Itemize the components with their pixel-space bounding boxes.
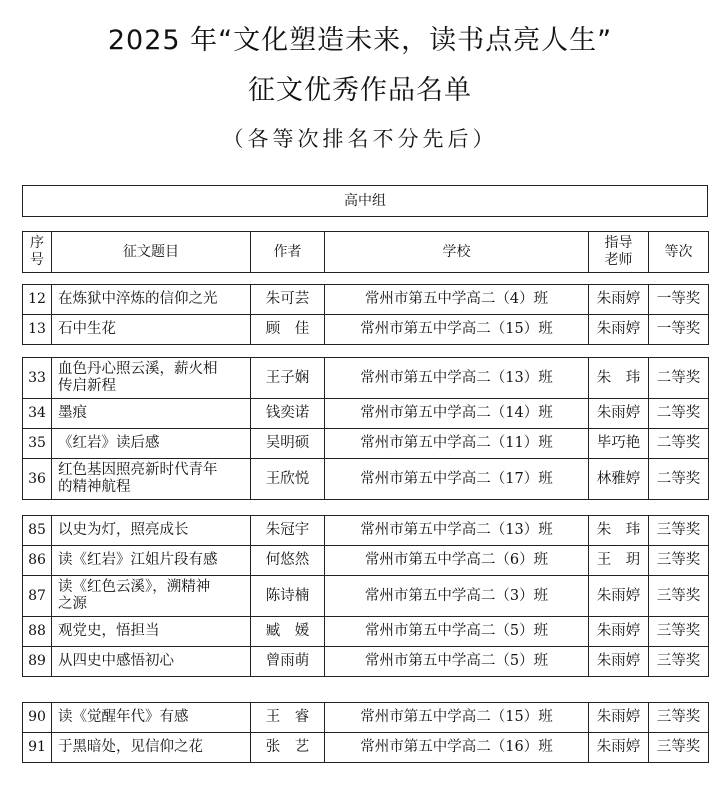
- table-row: [23, 429, 709, 459]
- group-header-table: [22, 185, 708, 217]
- row-award: 三等奖: [649, 546, 709, 576]
- row-title: 墨痕: [52, 399, 251, 429]
- row-title: 石中生花: [52, 315, 251, 345]
- row-teacher: 朱雨婷: [589, 733, 649, 763]
- row-author: 曾雨萌: [251, 647, 325, 677]
- row-author: 朱可芸: [251, 285, 325, 315]
- row-title: 血色丹心照云溪，薪火相 传启新程: [52, 358, 251, 399]
- table-row: [23, 516, 709, 546]
- row-school: 常州市第五中学高二（13）班: [325, 358, 589, 399]
- row-author: 王子娴: [251, 358, 325, 399]
- table-row: [23, 315, 709, 345]
- row-author: 朱冠宇: [251, 516, 325, 546]
- row-author: 顾 佳: [251, 315, 325, 345]
- row-school: 常州市第五中学高二（16）班: [325, 733, 589, 763]
- column-header-title: 征文题目: [52, 232, 251, 273]
- row-author: 陈诗楠: [251, 576, 325, 617]
- row-author: 王欣悦: [251, 459, 325, 500]
- row-title: 红色基因照亮新时代青年 的精神航程: [52, 459, 251, 500]
- row-teacher: 朱雨婷: [589, 703, 649, 733]
- table-row: [23, 285, 709, 315]
- row-no: 13: [23, 315, 52, 345]
- page-title-line1: 2025 年“文化塑造未来，读书点亮人生”: [107, 25, 613, 56]
- row-title: 读《红岩》江姐片段有感: [52, 546, 251, 576]
- row-author: 吴明硕: [251, 429, 325, 459]
- row-author: 张 艺: [251, 733, 325, 763]
- award-section-table: [22, 515, 709, 677]
- row-award: 三等奖: [649, 647, 709, 677]
- row-title: 以史为灯，照亮成长: [52, 516, 251, 546]
- row-award: 三等奖: [649, 617, 709, 647]
- row-school: 常州市第五中学高二（15）班: [325, 315, 589, 345]
- table-row: [23, 647, 709, 677]
- row-award: 二等奖: [649, 399, 709, 429]
- row-school: 常州市第五中学高二（15）班: [325, 703, 589, 733]
- award-section-table: [22, 702, 709, 763]
- ranking-note: （各等次排名不分先后）: [222, 127, 498, 151]
- row-award: 三等奖: [649, 733, 709, 763]
- row-title: 读《红色云溪》，溯精神 之源: [52, 576, 251, 617]
- row-school: 常州市第五中学高二（17）班: [325, 459, 589, 500]
- table-row: [23, 399, 709, 429]
- row-school: 常州市第五中学高二（3）班: [325, 576, 589, 617]
- row-no: 91: [23, 733, 52, 763]
- row-no: 90: [23, 703, 52, 733]
- row-award: 一等奖: [649, 315, 709, 345]
- row-author: 王 睿: [251, 703, 325, 733]
- row-no: 85: [23, 516, 52, 546]
- row-title: 《红岩》读后感: [52, 429, 251, 459]
- row-award: 三等奖: [649, 576, 709, 617]
- table-row: [23, 703, 709, 733]
- row-school: 常州市第五中学高二（5）班: [325, 647, 589, 677]
- row-author: 钱奕诺: [251, 399, 325, 429]
- row-school: 常州市第五中学高二（14）班: [325, 399, 589, 429]
- row-teacher: 朱雨婷: [589, 285, 649, 315]
- column-header-school: 学校: [325, 232, 589, 273]
- table-row: [23, 733, 709, 763]
- row-award: 一等奖: [649, 285, 709, 315]
- row-school: 常州市第五中学高二（6）班: [325, 546, 589, 576]
- row-no: 33: [23, 358, 52, 399]
- table-row: [23, 617, 709, 647]
- award-section-table: [22, 357, 709, 500]
- column-header-table: [22, 231, 709, 273]
- award-section-table: [22, 284, 709, 345]
- row-teacher: 朱雨婷: [589, 576, 649, 617]
- column-header-award: 等次: [649, 232, 709, 273]
- row-no: 86: [23, 546, 52, 576]
- row-award: 二等奖: [649, 358, 709, 399]
- row-teacher: 朱雨婷: [589, 647, 649, 677]
- row-teacher: 朱雨婷: [589, 399, 649, 429]
- row-title: 于黑暗处，见信仰之花: [52, 733, 251, 763]
- row-teacher: 朱雨婷: [589, 617, 649, 647]
- row-no: 88: [23, 617, 52, 647]
- row-school: 常州市第五中学高二（5）班: [325, 617, 589, 647]
- row-title: 从四史中感悟初心: [52, 647, 251, 677]
- row-teacher: 毕巧艳: [589, 429, 649, 459]
- row-teacher: 林雅婷: [589, 459, 649, 500]
- row-no: 89: [23, 647, 52, 677]
- row-school: 常州市第五中学高二（11）班: [325, 429, 589, 459]
- table-row: [23, 576, 709, 617]
- row-author: 何悠然: [251, 546, 325, 576]
- row-school: 常州市第五中学高二（13）班: [325, 516, 589, 546]
- row-award: 三等奖: [649, 516, 709, 546]
- row-title: 在炼狱中淬炼的信仰之光: [52, 285, 251, 315]
- row-teacher: 朱 玮: [589, 516, 649, 546]
- row-no: 12: [23, 285, 52, 315]
- table-row: [23, 358, 709, 399]
- column-header-teacher: 指导 老师: [589, 232, 649, 273]
- row-title: 观党史，悟担当: [52, 617, 251, 647]
- group-label: 高中组: [23, 186, 708, 217]
- page-title-line2: 征文优秀作品名单: [248, 75, 472, 106]
- row-no: 34: [23, 399, 52, 429]
- table-row: [23, 459, 709, 500]
- row-teacher: 王 玥: [589, 546, 649, 576]
- column-header-author: 作者: [251, 232, 325, 273]
- table-row: [23, 546, 709, 576]
- row-author: 臧 媛: [251, 617, 325, 647]
- row-award: 二等奖: [649, 459, 709, 500]
- row-no: 36: [23, 459, 52, 500]
- column-header-no: 序 号: [23, 232, 52, 273]
- row-teacher: 朱雨婷: [589, 315, 649, 345]
- row-award: 三等奖: [649, 703, 709, 733]
- row-no: 35: [23, 429, 52, 459]
- row-school: 常州市第五中学高二（4）班: [325, 285, 589, 315]
- row-teacher: 朱 玮: [589, 358, 649, 399]
- row-no: 87: [23, 576, 52, 617]
- row-title: 读《觉醒年代》有感: [52, 703, 251, 733]
- row-award: 二等奖: [649, 429, 709, 459]
